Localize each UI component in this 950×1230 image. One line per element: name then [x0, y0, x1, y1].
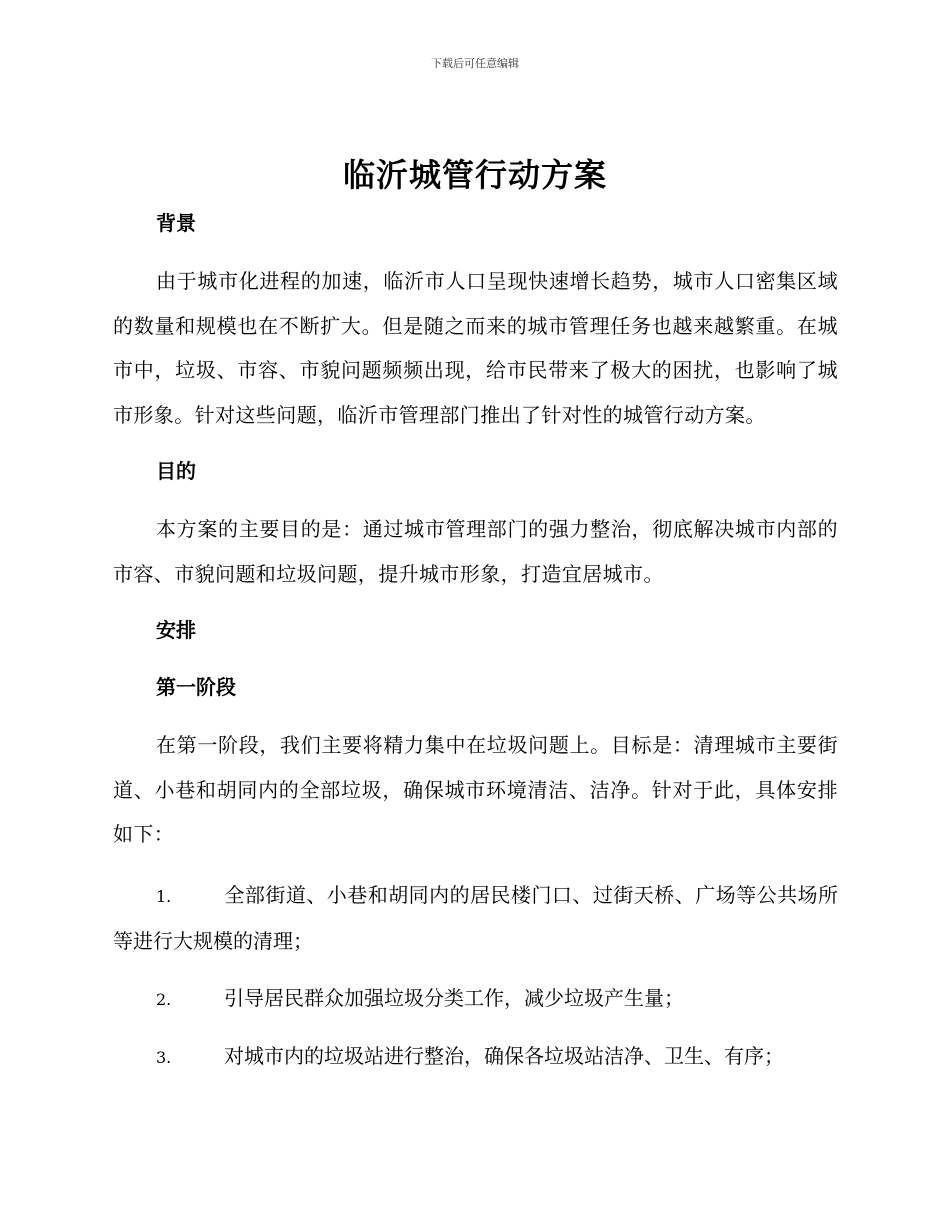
list-item [113, 976, 838, 1023]
section-heading-arrangement: 安排 [156, 618, 196, 642]
document-title: 临沂城管行动方案 [342, 156, 607, 194]
list-item-number: 1. [156, 886, 172, 906]
header-note: 下载后可任意编辑 [431, 57, 519, 70]
section-heading-purpose: 目的 [156, 459, 196, 483]
list-item-text: 全部街道、小巷和胡同内的居民楼门口、过街天桥、广场等公共场所等进行大规模的清理； [113, 882, 838, 953]
list-item-number: 3. [156, 1048, 172, 1067]
list-item [113, 1034, 838, 1081]
background-paragraph: 由于城市化进程的加速，临沂市人口呈现快速增长趋势，城市人口密集区域的数量和规模也在不断扩大。但是随之而来的城市管理任务也越来越繁重。在城市中，垃圾、市容、市貌问题频频出现，给市民带来了极大的困扰，也影响了城市形象。针对这些问题，临沂市管理部门推出了针对性的城管行动方案。 [113, 269, 838, 427]
phase1-paragraph: 在第一阶段，我们主要将精力集中在垃圾问题上。目标是：清理城市主要街道、小巷和胡同内的全部垃圾，确保城市环境清洁、洁净。针对于此，具体安排如下： [113, 733, 838, 846]
section-heading-background: 背景 [156, 211, 196, 235]
section-heading-phase1: 第一阶段 [156, 675, 236, 699]
list-item-number: 2. [156, 989, 172, 1009]
purpose-paragraph: 本方案的主要目的是：通过城市管理部门的强力整治，彻底解决城市内部的市容、市貌问题和垃圾问题，提升城市形象，打造宜居城市。 [113, 517, 838, 586]
list-item-text: 引导居民群众加强垃圾分类工作，减少垃圾产生量； [224, 985, 684, 1010]
list-item [113, 873, 838, 964]
list-item-text: 对城市内的垃圾站进行整治，确保各垃圾站洁净、卫生、有序； [224, 1044, 784, 1068]
document-body [113, 205, 838, 1081]
